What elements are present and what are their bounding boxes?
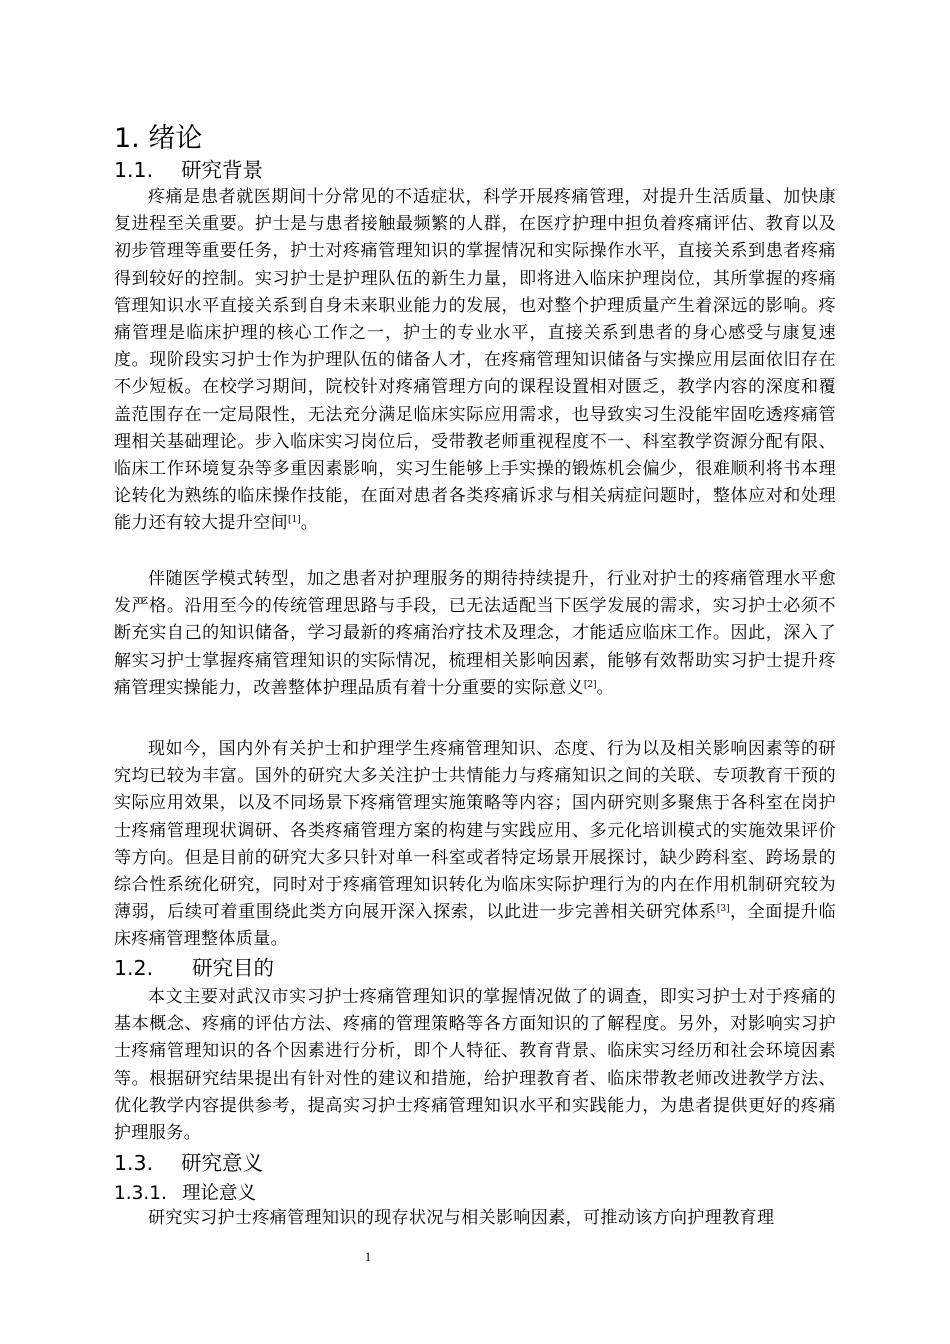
paragraph-text: 现如今，国内外有关护士和护理学生疼痛管理知识、态度、行为以及相关影响因素等的研究均已较为丰富。国外的研究大多关注护士共情能力与疼痛知识之间的关联、专项教育干预的实际应用效果，以及不同场景下疼痛管理实施策略等内容；国内研究则多聚焦于各科室在岗护士疼痛管理现状调研、各类疼痛管理方案的构建与实践应用、多元化培训模式的实施效果评价等方向。但是目前的研究大多只针对单一科室或者特定场景开展探讨，缺少跨科室、跨场景的综合性系统化研究，同时对于疼痛管理知识转化为临床实际护理行为的内在作用机制研究较为薄弱，后续可着重围绕此类方向展开深入探索，以此进一步完善相关研究体系 [114, 739, 836, 923]
section-title: 研究目的 [192, 956, 274, 980]
section-heading-purpose [114, 955, 274, 982]
chapter-heading [114, 122, 202, 156]
subsection-number: 1.3.1. [114, 1183, 167, 1204]
citation-ref: [2] [583, 679, 597, 690]
background-paragraph-3 [114, 736, 836, 954]
page-number: 1 [364, 1249, 372, 1264]
subsection-heading-theory [114, 1180, 256, 1207]
paragraph-text-end: 。 [596, 677, 614, 698]
citation-ref: [1] [288, 515, 301, 526]
citation-ref: [3] [716, 904, 730, 915]
paragraph-text: 伴随医学模式转型，加之患者对护理服务的期待持续提升，行业对护士的疼痛管理水平愈发严格。沿用至今的传统管理思路与手段，已无法适配当下医学发展的需求，实习护士必须不断充实自己的知识储备，学习最新的疼痛治疗技术及理念，才能适应临床工作。因此，深入了解实习护士掌握疼痛管理知识的实际情况，梳理相关影响因素，能够有效帮助实习护士提升疼痛管理实操能力，改善整体护理品质有着十分重要的实际意义 [114, 569, 836, 698]
paragraph-text-end: ，全面提升临床疼痛管理整体质量。 [114, 902, 836, 950]
section-number: 1.1. [114, 158, 154, 182]
section-title: 研究背景 [181, 158, 263, 182]
background-paragraph-1 [114, 184, 836, 538]
background-paragraph-2 [114, 566, 836, 702]
theory-paragraph [114, 1205, 836, 1232]
chapter-number: 1. [114, 123, 140, 154]
paragraph-text-end: 。 [300, 513, 319, 534]
purpose-paragraph [114, 984, 836, 1147]
paragraph-text: 本文主要对武汉市实习护士疼痛管理知识的掌握情况做了的调查，即实习护士对于疼痛的基本概念、疼痛的评估方法、疼痛的管理策略等各方面知识的了解程度。另外，对影响实习护士疼痛管理知识的各个因素进行分析，即个人特征、教育背景、临床实习经历和社会环境因素等。根据研究结果提出有针对性的建议和措施，给护理教育者、临床带教老师改进教学方法、优化教学内容提供参考，提高实习护士疼痛管理知识水平和实践能力，为患者提供更好的疼痛护理服务。 [114, 987, 836, 1144]
subsection-title: 理论意义 [182, 1183, 257, 1204]
section-title: 研究意义 [181, 1151, 263, 1175]
section-heading-significance [114, 1150, 263, 1177]
section-heading-background [114, 157, 263, 184]
section-number: 1.2. [114, 956, 154, 980]
chapter-title: 绪论 [148, 123, 203, 154]
paragraph-text: 研究实习护士疼痛管理知识的现存状况与相关影响因素，可推动该方向护理教育理 [148, 1208, 775, 1228]
paragraph-text: 疼痛是患者就医期间十分常见的不适症状，科学开展疼痛管理，对提升生活质量、加快康复进程至关重要。护士是与患者接触最频繁的人群，在医疗护理中担负着疼痛评估、教育以及初步管理等重要任务，护士对疼痛管理知识的掌握情况和实际操作水平，直接关系到患者疼痛得到较好的控制。实习护士是护理队伍的新生力量，即将进入临床护理岗位，其所掌握的疼痛管理知识水平直接关系到自身未来职业能力的发展，也对整个护理质量产生着深远的影响。疼痛管理是临床护理的核心工作之一，护士的专业水平，直接关系到患者的身心感受与康复速度。现阶段实习护士作为护理队伍的储备人才，在疼痛管理知识储备与实操应用层面依旧存在不少短板。在校学习期间，院校针对疼痛管理方向的课程设置相对匮乏，教学内容的深度和覆盖范围存在一定局限性，无法充分满足临床实际应用需求，也导致实习生没能牢固吃透疼痛管理相关基础理论。步入临床实习岗位后，受带教老师重视程度不一、科室教学资源分配有限、临床工作环境复杂等多重因素影响，实习生能够上手实操的锻炼机会偏少，很难顺利将书本理论转化为熟练的临床操作技能，在面对患者各类疼痛诉求与相关病症问题时，整体应对和处理能力还有较大提升空间 [114, 187, 836, 534]
section-number: 1.3. [114, 1151, 154, 1175]
